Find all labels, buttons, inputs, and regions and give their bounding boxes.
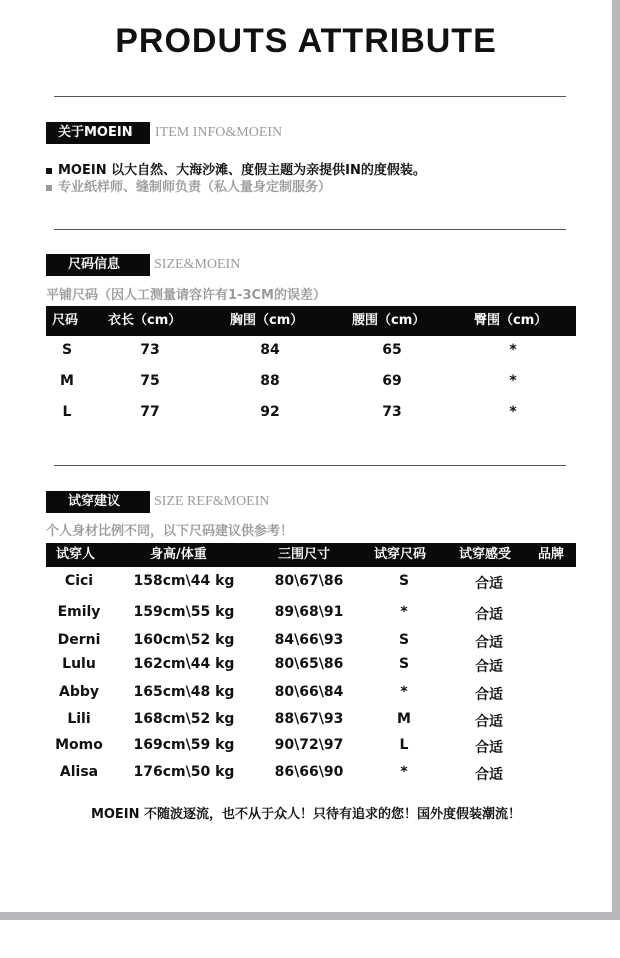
length-cell: 75: [140, 373, 160, 389]
about-tag: 关于MOEIN: [46, 122, 150, 144]
hip-cell: *: [509, 342, 517, 358]
measurements-cell: 86\66\90: [274, 764, 344, 780]
about-line-1: MOEIN 以大自然、大海沙滩、度假主题为亲提供IN的度假装。: [46, 159, 426, 178]
waist-cell: 65: [382, 342, 402, 358]
divider: [54, 229, 566, 230]
square-bullet-icon: [46, 185, 52, 191]
size-note: 平铺尺码（因人工测量请容许有1-3CM的误差）: [46, 288, 326, 303]
size-cell: L: [62, 404, 72, 420]
feel-cell: 合适: [475, 767, 503, 783]
person-cell: Abby: [58, 684, 100, 700]
size-table-header: [46, 306, 576, 336]
fit-header-person: 试穿人: [56, 547, 96, 562]
size-header-waist: 腰围（cm）: [352, 313, 426, 328]
bottom-border: [0, 912, 620, 920]
person-cell: Lulu: [62, 656, 96, 672]
height-weight-cell: 158cm\44 kg: [133, 573, 235, 589]
waist-cell: 69: [382, 373, 402, 389]
height-weight-cell: 168cm\52 kg: [133, 711, 235, 727]
person-cell: Lili: [67, 711, 91, 727]
feel-cell: 合适: [475, 740, 503, 756]
size-header-hip: 臀围（cm）: [474, 313, 548, 328]
measurements-cell: 80\65\86: [274, 656, 344, 672]
length-cell: 73: [140, 342, 160, 358]
measurements-cell: 89\68\91: [274, 604, 344, 620]
size-cell: S: [398, 632, 410, 648]
feel-cell: 合适: [475, 607, 503, 623]
feel-cell: 合适: [475, 659, 503, 675]
size-cell: *: [400, 604, 408, 620]
fit-header-brand: 品牌: [538, 547, 565, 562]
height-weight-cell: 176cm\50 kg: [133, 764, 235, 780]
measurements-cell: 80\66\84: [274, 684, 344, 700]
waist-cell: 73: [382, 404, 402, 420]
measurements-cell: 90\72\97: [274, 737, 344, 753]
size-cell: M: [60, 373, 74, 389]
footer-slogan: MOEIN 不随波逐流，也不从于众人！只待有追求的您！国外度假装潮流！: [90, 807, 522, 822]
hip-cell: *: [509, 404, 517, 420]
fit-table-header: [46, 543, 576, 567]
size-cell: S: [61, 342, 73, 358]
length-cell: 77: [140, 404, 160, 420]
feel-cell: 合适: [475, 635, 503, 651]
square-bullet-icon: [46, 168, 52, 174]
measurements-cell: 88\67\93: [274, 711, 344, 727]
chest-cell: 84: [260, 342, 280, 358]
size-cell: *: [400, 764, 408, 780]
person-cell: Emily: [57, 604, 101, 620]
right-border: [612, 0, 620, 920]
feel-cell: 合适: [475, 576, 503, 592]
size-header-length: 衣长（cm）: [108, 313, 182, 328]
measurements-cell: 84\66\93: [274, 632, 344, 648]
height-weight-cell: 160cm\52 kg: [133, 632, 235, 648]
height-weight-cell: 169cm\59 kg: [133, 737, 235, 753]
height-weight-cell: 159cm\55 kg: [133, 604, 235, 620]
feel-cell: 合适: [475, 714, 503, 730]
about-line-2: 专业纸样师、缝制师负责（私人量身定制服务）: [46, 176, 331, 195]
size-cell: L: [399, 737, 409, 753]
person-cell: Momo: [55, 737, 103, 753]
person-cell: Derni: [57, 632, 101, 648]
measurements-cell: 80\67\86: [274, 573, 344, 589]
height-weight-cell: 165cm\48 kg: [133, 684, 235, 700]
person-cell: Cici: [64, 573, 94, 589]
size-cell: S: [398, 656, 410, 672]
chest-cell: 88: [260, 373, 280, 389]
size-cell: S: [398, 573, 410, 589]
fit-tag: 试穿建议: [46, 491, 150, 513]
divider: [54, 96, 566, 97]
fit-header-feel: 试穿感受: [459, 547, 512, 562]
hip-cell: *: [509, 373, 517, 389]
fit-header-measurements: 三围尺寸: [278, 547, 331, 562]
size-header-chest: 胸围（cm）: [230, 313, 304, 328]
about-subtitle: ITEM INFO&MOEIN: [155, 125, 283, 140]
fit-header-size: 试穿尺码: [374, 547, 427, 562]
fit-subtitle: SIZE REF&MOEIN: [154, 494, 270, 509]
size-cell: *: [400, 684, 408, 700]
divider: [54, 465, 566, 466]
fit-note: 个人身材比例不同，以下尺码建议供参考！: [46, 524, 294, 539]
size-cell: M: [397, 711, 411, 727]
size-tag: 尺码信息: [46, 254, 150, 276]
page-title: PRODUTS ATTRIBUTE: [115, 22, 497, 60]
size-subtitle: SIZE&MOEIN: [154, 257, 241, 272]
feel-cell: 合适: [475, 687, 503, 703]
chest-cell: 92: [260, 404, 280, 420]
size-header-size: 尺码: [52, 313, 79, 328]
height-weight-cell: 162cm\44 kg: [133, 656, 235, 672]
fit-header-height-weight: 身高/体重: [150, 547, 207, 562]
person-cell: Alisa: [59, 764, 99, 780]
